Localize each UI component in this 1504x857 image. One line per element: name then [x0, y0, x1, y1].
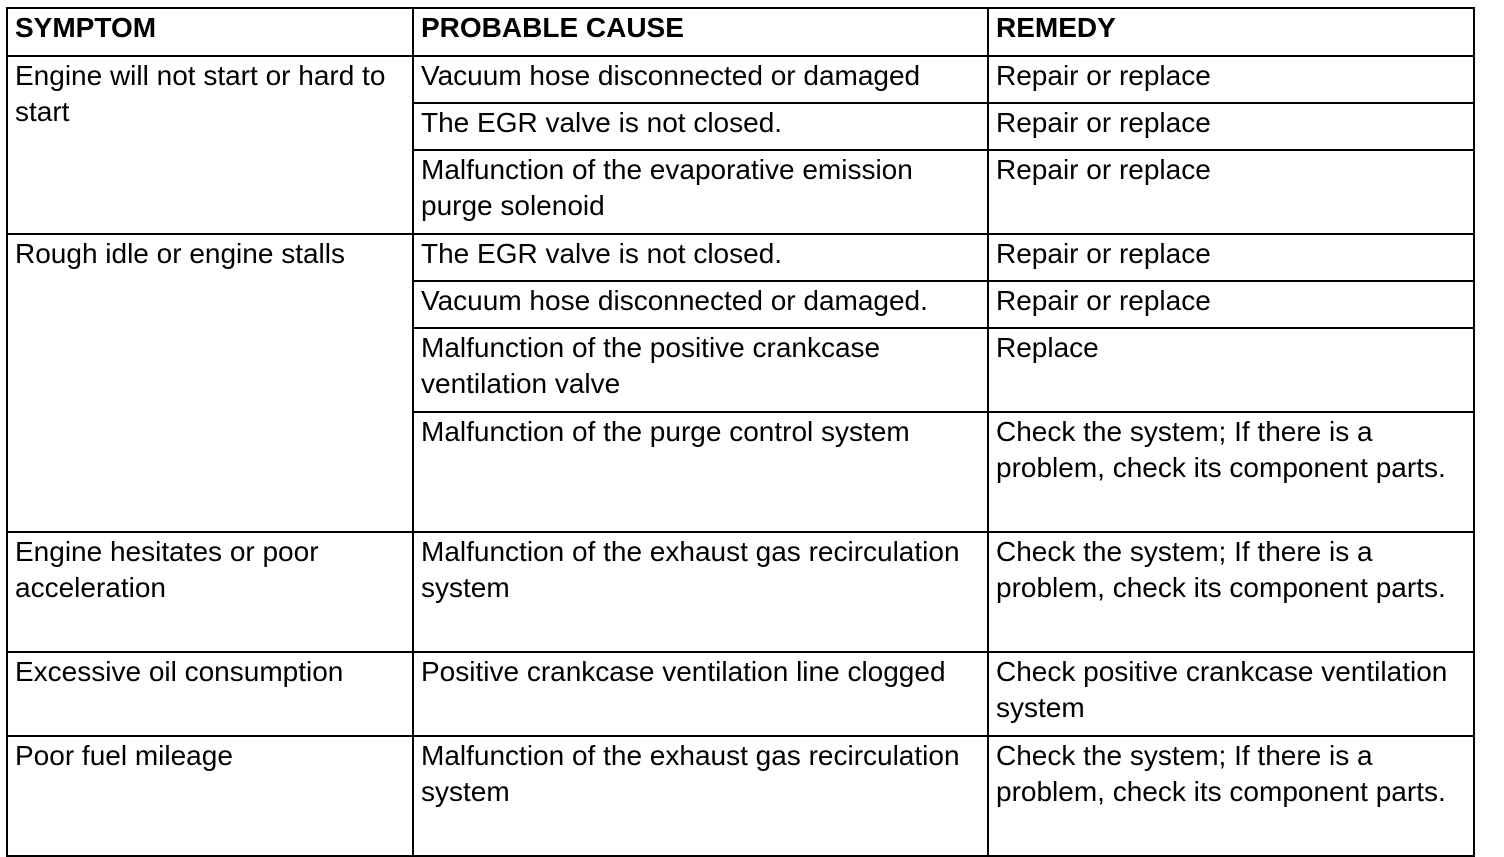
symptom-cell: Rough idle or engine stalls — [7, 234, 413, 532]
remedy-cell: Repair or replace — [988, 103, 1474, 150]
remedy-cell: Repair or replace — [988, 150, 1474, 234]
troubleshooting-table-container — [6, 7, 1475, 857]
header-probable-cause: PROBABLE CAUSE — [413, 8, 988, 56]
remedy-cell: Repair or replace — [988, 281, 1474, 328]
remedy-cell: Repair or replace — [988, 234, 1474, 281]
cause-cell: Malfunction of the positive crankcase ventilation valve — [413, 328, 988, 412]
cause-cell: Malfunction of the evaporative emission purge solenoid — [413, 150, 988, 234]
cause-cell: Malfunction of the exhaust gas recirculation system — [413, 736, 988, 856]
cause-cell: Malfunction of the exhaust gas recirculation system — [413, 532, 988, 652]
remedy-cell: Check the system; If there is a problem, check its component parts. — [988, 412, 1474, 532]
table-row — [7, 56, 1474, 103]
cause-cell: The EGR valve is not closed. — [413, 234, 988, 281]
cause-cell: Malfunction of the purge control system — [413, 412, 988, 532]
table-row — [7, 234, 1474, 281]
table-row — [7, 532, 1474, 652]
troubleshooting-table — [6, 7, 1475, 857]
remedy-cell: Repair or replace — [988, 56, 1474, 103]
table-row — [7, 736, 1474, 856]
remedy-cell: Check the system; If there is a problem, check its component parts. — [988, 532, 1474, 652]
symptom-cell: Excessive oil consumption — [7, 652, 413, 736]
header-row — [7, 8, 1474, 56]
remedy-cell: Check the system; If there is a problem, check its component parts. — [988, 736, 1474, 856]
header-symptom: SYMPTOM — [7, 8, 413, 56]
header-remedy: REMEDY — [988, 8, 1474, 56]
cause-cell: Positive crankcase ventilation line clogged — [413, 652, 988, 736]
table-row — [7, 652, 1474, 736]
cause-cell: The EGR valve is not closed. — [413, 103, 988, 150]
symptom-cell: Poor fuel mileage — [7, 736, 413, 856]
remedy-cell: Replace — [988, 328, 1474, 412]
remedy-cell: Check positive crankcase ventilation system — [988, 652, 1474, 736]
cause-cell: Vacuum hose disconnected or damaged. — [413, 281, 988, 328]
symptom-cell: Engine will not start or hard to start — [7, 56, 413, 234]
cause-cell: Vacuum hose disconnected or damaged — [413, 56, 988, 103]
symptom-cell: Engine hesitates or poor acceleration — [7, 532, 413, 652]
